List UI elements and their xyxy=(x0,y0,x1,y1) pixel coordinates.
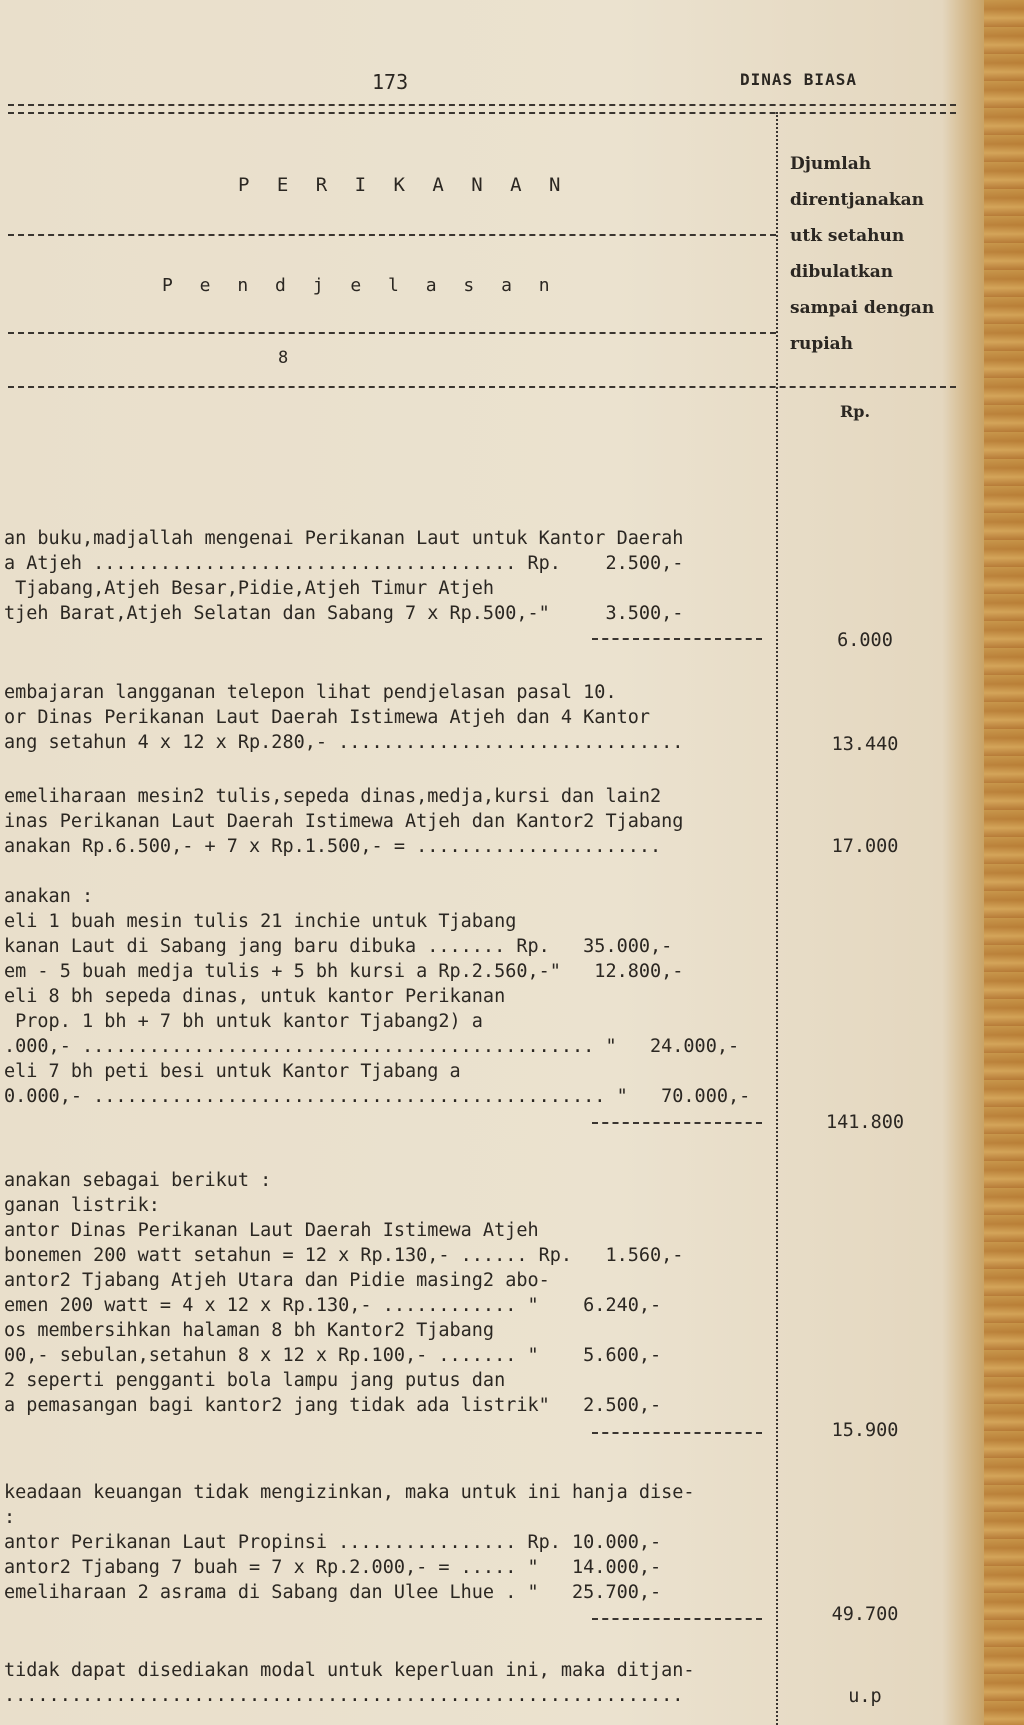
entry-line: kanan Laut di Sabang jang baru dibuka ....... Rp. 35.000,- xyxy=(4,936,673,957)
subtotal-rule xyxy=(592,1618,762,1620)
header-rule-3 xyxy=(8,386,956,388)
entry-line: ............................................................. xyxy=(4,1685,684,1706)
entry-line: an buku,madjallah mengenai Perikanan Laut untuk Kantor Daerah xyxy=(4,528,684,549)
table-subtitle: P e n d j e l a s a n xyxy=(162,275,558,296)
entry-line: em - 5 buah medja tulis + 5 bh kursi a Rp.2.560,-" 12.800,- xyxy=(4,961,684,982)
entry-line: emen 200 watt = 4 x 12 x Rp.130,- ............ " 6.240,- xyxy=(4,1295,662,1316)
top-double-rule xyxy=(8,104,956,114)
entry-total: 17.000 xyxy=(831,836,899,857)
page-edge xyxy=(984,0,1024,1725)
entry-line: tidak dapat disediakan modal untuk keperluan ini, maka ditjan- xyxy=(4,1660,695,1681)
entry-line: antor Dinas Perikanan Laut Daerah Istimewa Atjeh xyxy=(4,1220,539,1241)
entry-total: u.p xyxy=(848,1686,882,1707)
entry-line: 2 seperti pengganti bola lampu jang putus dan xyxy=(4,1370,506,1391)
entry-line: os membersihkan halaman 8 bh Kantor2 Tjabang xyxy=(4,1320,495,1341)
entry-line: antor2 Tjabang Atjeh Utara dan Pidie masing2 abo- xyxy=(4,1270,550,1291)
entry-line: eli 8 bh sepeda dinas, untuk kantor Perikanan xyxy=(4,986,506,1007)
header-rule-1 xyxy=(8,234,776,236)
entry-line: a Atjeh ...................................... Rp. 2.500,- xyxy=(4,553,684,574)
entry-line: emeliharaan 2 asrama di Sabang dan Ulee Lhue . " 25.700,- xyxy=(4,1582,662,1603)
entry-line: : xyxy=(4,1507,16,1528)
entry-line: anakan sebagai berikut : xyxy=(4,1170,272,1191)
entry-line: eli 1 buah mesin tulis 21 inchie untuk Tjabang xyxy=(4,911,517,932)
entry-line: 00,- sebulan,setahun 8 x 12 x Rp.100,- ....... " 5.600,- xyxy=(4,1345,662,1366)
entry-line: ganan listrik: xyxy=(4,1195,160,1216)
subtotal-rule xyxy=(592,1122,762,1124)
entry-line: emeliharaan mesin2 tulis,sepeda dinas,medja,kursi dan lain2 xyxy=(4,786,662,807)
section-heading: DINAS BIASA xyxy=(740,70,857,89)
entry-line: inas Perikanan Laut Daerah Istimewa Atjeh dan Kantor2 Tjabang xyxy=(4,811,684,832)
entry-line: anakan Rp.6.500,- + 7 x Rp.1.500,- = ...................... xyxy=(4,836,662,857)
entry-line: .000,- .............................................. " 24.000,- xyxy=(4,1036,740,1057)
table-title: P E R I K A N A N xyxy=(238,174,569,196)
subtotal-rule xyxy=(592,638,762,640)
entry-line: Tjabang,Atjeh Besar,Pidie,Atjeh Timur Atjeh xyxy=(4,578,495,599)
entry-line: bonemen 200 watt setahun = 12 x Rp.130,- ...... Rp. 1.560,- xyxy=(4,1245,684,1266)
page-number: 173 xyxy=(372,70,409,94)
entry-line: eli 7 bh peti besi untuk Kantor Tjabang a xyxy=(4,1061,461,1082)
entry-line: antor Perikanan Laut Propinsi ................ Rp. 10.000,- xyxy=(4,1532,662,1553)
subtotal-rule xyxy=(592,1432,762,1434)
entry-line: or Dinas Perikanan Laut Daerah Istimewa Atjeh dan 4 Kantor xyxy=(4,707,651,728)
header-rule-2 xyxy=(8,332,776,334)
entry-line: keadaan keuangan tidak mengizinkan, maka untuk ini hanja dise- xyxy=(4,1482,695,1503)
entry-total: 49.700 xyxy=(831,1604,899,1625)
column-divider xyxy=(776,112,778,1725)
entry-total: 15.900 xyxy=(831,1420,899,1441)
entry-line: embajaran langganan telepon lihat pendjelasan pasal 10. xyxy=(4,682,617,703)
entry-total: 13.440 xyxy=(831,734,899,755)
entry-line: 0.000,- .............................................. " 70.000,- xyxy=(4,1086,751,1107)
entry-line: tjeh Barat,Atjeh Selatan dan Sabang 7 x Rp.500,-" 3.500,- xyxy=(4,603,684,624)
entry-line: ang setahun 4 x 12 x Rp.280,- ............................... xyxy=(4,732,684,753)
entry-line: antor2 Tjabang 7 buah = 7 x Rp.2.000,- = ..... " 14.000,- xyxy=(4,1557,662,1578)
currency-unit: Rp. xyxy=(840,402,871,421)
entry-total: 6.000 xyxy=(837,630,893,651)
right-column-heading: Djumlah direntjanakan utk setahun dibulatkan sampai dengan rupiah xyxy=(790,154,935,354)
entry-line: Prop. 1 bh + 7 bh untuk kantor Tjabang2) a xyxy=(4,1011,483,1032)
entry-line: a pemasangan bagi kantor2 jang tidak ada listrik" 2.500,- xyxy=(4,1395,662,1416)
column-number: 8 xyxy=(278,348,289,368)
entry-total: 141.800 xyxy=(826,1112,904,1133)
entry-line: anakan : xyxy=(4,886,94,907)
